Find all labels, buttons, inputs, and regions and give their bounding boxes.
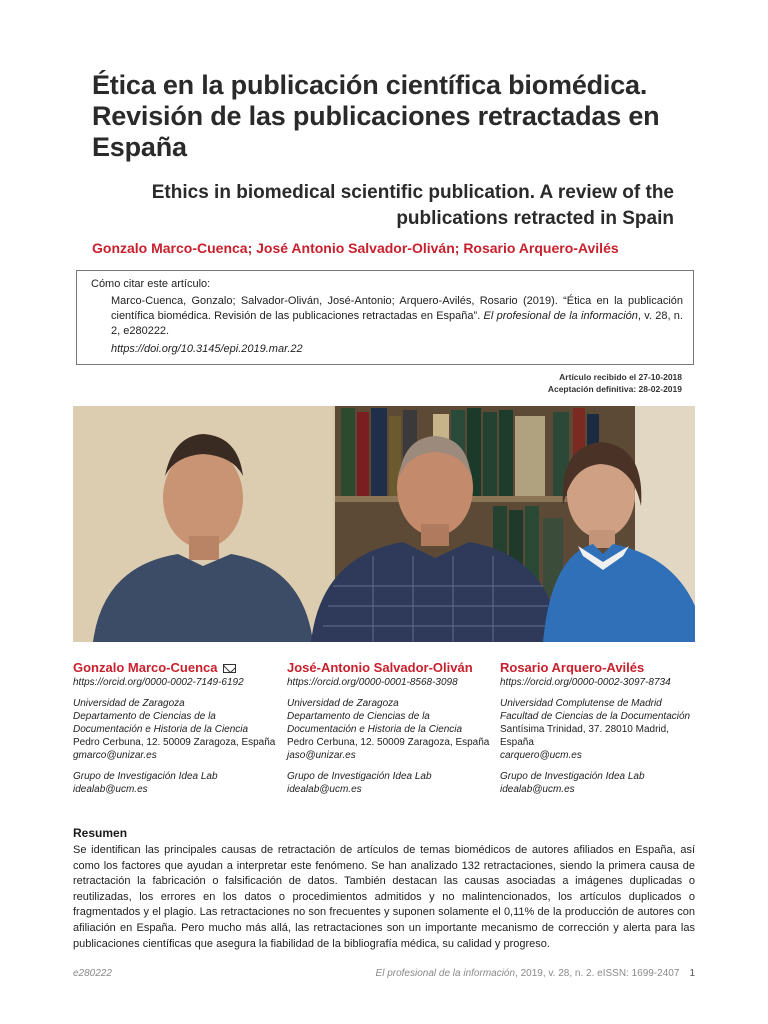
author-card — [500, 660, 705, 796]
author-group: Grupo de Investigación Idea Lab — [500, 771, 645, 782]
author-name-row — [73, 660, 278, 676]
author-name-row — [287, 660, 492, 676]
abstract-body: Se identifican las principales causas de retractación de artículos de temas biomédicos de autores afiliados en España, así como los factores que ayudan a interpretar este fenómeno. Se han analizado 132 retractaciones, siendo la primera causa de retractación la fabricación o falsificación de datos. También destacan las causas asociadas a imágenes duplicadas o reutilizadas, los errores en los datos o procedimientos admitidos y no malintencionados, los artículos duplicados o fragmentados y el plagio. Las retractaciones no son frecuentes y suponen solamente el 0,11% de la producción de autores con afiliación en España. Pero mucho más allá, las retractaciones son un importante mecanismo de corrección y alerta para las publicaciones científicas que asegura la fiabilidad de la bibliografía médica, su calidad y progreso. — [73, 844, 695, 950]
page-number: 1 — [689, 968, 695, 979]
citation-article-title: “Ética en la publicación científica biomédica. Revisión de las publicaciones retractadas en España”. — [111, 295, 684, 322]
article-dates — [548, 371, 682, 395]
citation-authors: Marco-Cuenca, Gonzalo; Salvador-Oliván, José-Antonio; Arquero-Avilés, Rosario — [111, 295, 518, 307]
footer-article-id: e280222 — [73, 968, 112, 979]
author-address: Santísima Trinidad, 37. 28010 Madrid, España — [500, 724, 669, 748]
citation-box — [76, 270, 694, 365]
accepted-date: Aceptación definitiva: 28-02-2019 — [547, 384, 682, 394]
citation-journal: El profesional de la información — [483, 310, 638, 322]
author-email[interactable]: carquero@ucm.es — [500, 750, 582, 761]
author-name-row — [500, 660, 705, 676]
author-address: Pedro Cerbuna, 12. 50009 Zaragoza, España — [73, 737, 276, 748]
authors-photo-illustration — [73, 406, 695, 642]
article-subtitle: Ethics in biomedical scientific publication. A review of the publications retracted in Spain — [151, 182, 674, 229]
author-email[interactable]: jaso@unizar.es — [287, 750, 356, 761]
author-department: Departamento de Ciencias de la Documentación e Historia de la Ciencia — [287, 711, 463, 735]
authors-line: Gonzalo Marco-Cuenca; José Antonio Salvador-Oliván; Rosario Arquero-Avilés — [92, 240, 619, 256]
author-orcid-link[interactable]: https://orcid.org/0000-0002-7149-6192 — [73, 677, 244, 688]
article-title: Ética en la publicación científica biomédica. Revisión de las publicaciones retractadas en España — [92, 70, 660, 162]
author-orcid-link[interactable]: https://orcid.org/0000-0001-8568-3098 — [287, 677, 458, 688]
author-group: Grupo de Investigación Idea Lab — [287, 771, 432, 782]
author-department: Departamento de Ciencias de la Documentación e Historia de la Ciencia — [73, 711, 249, 735]
footer-journal: El profesional de la información — [375, 968, 516, 979]
author-name: José-Antonio Salvador-Oliván — [287, 660, 473, 675]
author-card — [287, 660, 492, 796]
received-date: Artículo recibido el 27-10-2018 — [559, 372, 682, 382]
author-department: Facultad de Ciencias de la Documentación — [500, 711, 691, 722]
author-group: Grupo de Investigación Idea Lab — [73, 771, 218, 782]
author-university: Universidad de Zaragoza — [73, 698, 185, 709]
citation-doi-link[interactable]: https://doi.org/10.3145/epi.2019.mar.22 — [111, 343, 303, 355]
citation-text — [91, 294, 683, 339]
citation-volume: , v. 28, n. 2, e280222. — [111, 310, 683, 337]
citation-year: (2019). — [522, 295, 558, 307]
author-address: Pedro Cerbuna, 12. 50009 Zaragoza, España — [287, 737, 490, 748]
author-name: Rosario Arquero-Avilés — [500, 660, 645, 675]
author-university: Universidad Complutense de Madrid — [500, 698, 662, 709]
author-orcid-link[interactable]: https://orcid.org/0000-0002-3097-8734 — [500, 677, 671, 688]
footer-issue: , 2019, v. 28, n. 2. eISSN: 1699-2407 — [515, 968, 680, 979]
author-card — [73, 660, 278, 796]
footer-journal-info — [376, 968, 695, 979]
author-email[interactable]: gmarco@unizar.es — [73, 750, 157, 761]
author-name: Gonzalo Marco-Cuenca — [73, 660, 218, 675]
author-university: Universidad de Zaragoza — [287, 698, 399, 709]
author-group-email[interactable]: idealab@ucm.es — [287, 784, 362, 795]
abstract-heading: Resumen — [73, 826, 128, 840]
citation-heading: Cómo citar este artículo: — [91, 278, 211, 290]
author-group-email[interactable]: idealab@ucm.es — [73, 784, 148, 795]
envelope-icon[interactable] — [223, 664, 236, 673]
authors-photo — [73, 406, 695, 642]
author-group-email[interactable]: idealab@ucm.es — [500, 784, 575, 795]
